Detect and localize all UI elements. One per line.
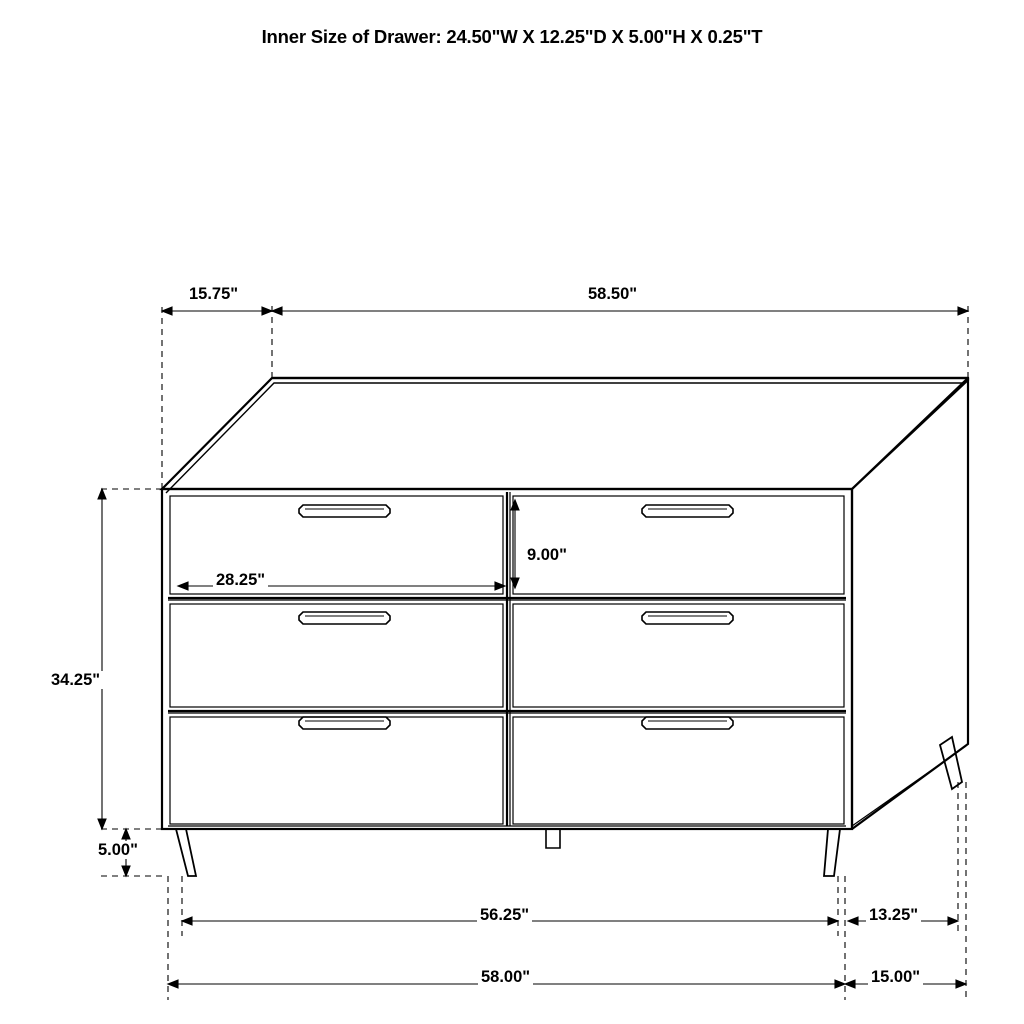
dim-label-base-depth-inner: 13.25" [866,906,921,924]
dim-label-leg-height: 5.00" [95,841,141,859]
drawer-handles [299,505,733,729]
cabinet-right-side-face [852,378,968,829]
dim-label-base-width-inner: 56.25" [477,906,532,924]
dim-label-drawer-width: 28.25" [213,571,268,589]
drawer-front-2 [513,496,844,594]
drawer-front-3 [170,604,503,707]
drawer-front-6 [513,717,844,824]
dim-label-base-depth-outer: 15.00" [868,968,923,986]
dim-label-width-top: 58.50" [585,285,640,303]
cabinet-top-right-edge [852,378,968,489]
cabinet-top-surface [162,378,968,489]
page-title: Inner Size of Drawer: 24.50"W X 12.25"D X 5.00"H X 0.25"T [261,26,763,47]
drawer-front-5 [170,717,503,824]
dim-label-base-width-outer: 58.00" [478,968,533,986]
dim-label-drawer-height: 9.00" [524,546,570,564]
drawer-front-4 [513,604,844,707]
cabinet-top-inner-line [166,383,964,493]
dim-label-depth-top: 15.75" [186,285,241,303]
dim-label-cabinet-height: 34.25" [48,671,103,689]
dimension-lines [96,305,968,1000]
